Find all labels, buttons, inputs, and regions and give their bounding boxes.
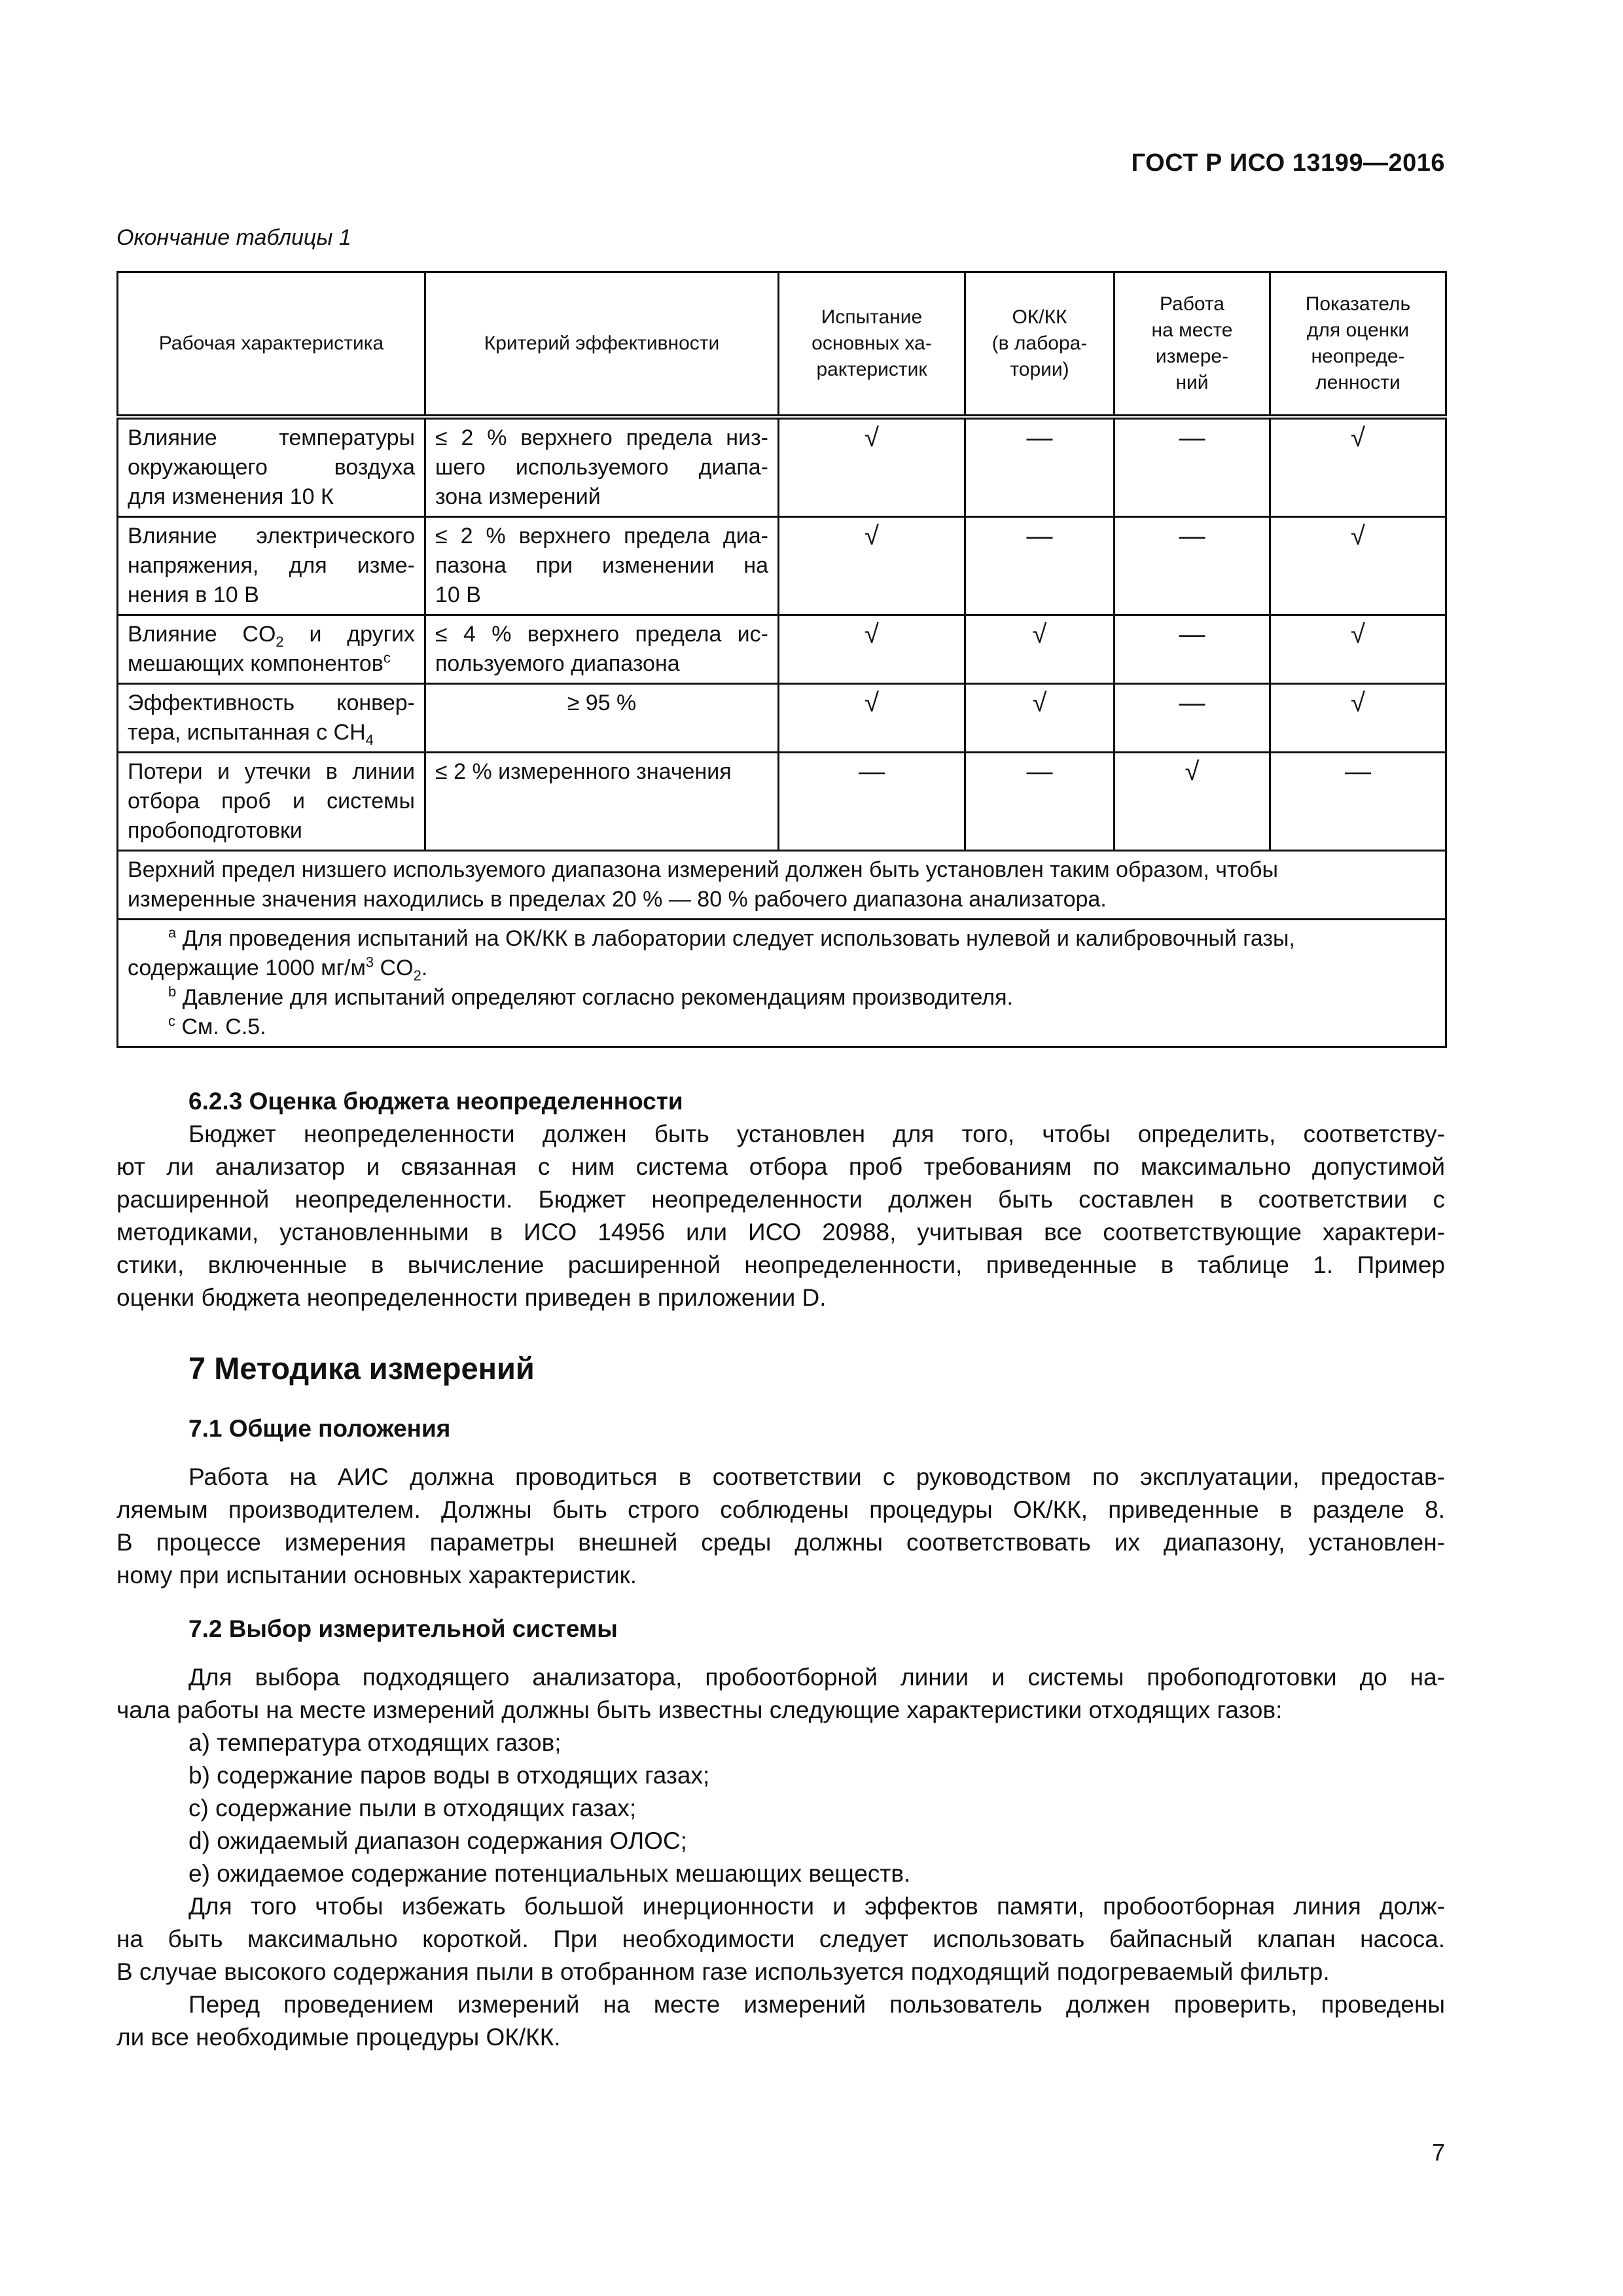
table-row — [118, 753, 1446, 851]
footnote-b: $^b$ Давление для испытаний определяют согласно рекомендациям производителя. — [168, 983, 1013, 1010]
mark-cell: — — [779, 753, 965, 851]
header-characteristic: Рабочая характеристика — [118, 272, 425, 418]
section-heading: 7.2 Выбор измерительной системы — [188, 1615, 618, 1642]
table-header-row — [118, 272, 1446, 418]
header-qa-lab: ОК/КК (в лабора- тории) — [965, 272, 1115, 418]
table-caption: Окончание таблицы 1 — [116, 225, 351, 250]
characteristic-cell: Влияние $CO_2$ и других мешающих компонентов$^c$ — [118, 615, 425, 684]
mark-cell: √ — [1115, 753, 1270, 851]
header-onsite: Работа на месте измере- ний — [1115, 272, 1270, 418]
table-row — [118, 517, 1446, 615]
criterion-cell: ≥ 95 % — [425, 684, 779, 753]
page-number: 7 — [1431, 2139, 1445, 2166]
section-7 — [116, 1352, 1445, 1385]
header-criterion: Критерий эффективности — [425, 272, 779, 418]
mark-cell: — — [1115, 517, 1270, 615]
table-row — [118, 684, 1446, 753]
criterion-cell: ≤ 2 % верхнего предела низ- шего используемого диапа- зона измерений — [425, 417, 779, 517]
characteristic-cell: Потери и утечки в линии отбора проб и системы пробоподготовки — [118, 753, 425, 851]
table-footnotes — [118, 920, 1446, 1047]
table-row — [118, 615, 1446, 684]
mark-cell: √ — [779, 684, 965, 753]
header-uncertainty: Показатель для оценки неопреде- ленности — [1270, 272, 1446, 418]
section-heading: 7.1 Общие положения — [188, 1415, 451, 1442]
table-row — [118, 417, 1446, 517]
mark-cell: √ — [1270, 517, 1446, 615]
footnote-a: $^a$ Для проведения испытаний на ОК/КК в лаборатории следует использовать нулевой и калибровочный газы, — [168, 924, 1295, 951]
table-footnotes-row — [118, 920, 1446, 1047]
mark-cell: √ — [1270, 417, 1446, 517]
mark-cell: √ — [779, 517, 965, 615]
mark-cell: — — [965, 753, 1115, 851]
table-note: Верхний предел низшего используемого диапазона измерений должен быть установлен таким образом, чтобы измеренные значения находились в пределах 20 % — 80 % рабочего диапазона анализатора. — [118, 851, 1446, 920]
section-7-2 — [116, 1613, 1445, 2054]
mark-cell: — — [965, 517, 1115, 615]
footnote-c: $^c$ См. С.5. — [168, 1013, 266, 1039]
list-item: a) температура отходящих газов; — [188, 1729, 562, 1756]
mark-cell: √ — [965, 615, 1115, 684]
section-paragraph: Перед проведением измерений на месте измерений пользователь должен проверить, проведены ли все необходимые процедуры ОК/КК. — [116, 1991, 1445, 2051]
mark-cell: — — [1115, 684, 1270, 753]
document-code: ГОСТ Р ИСО 13199—2016 — [1131, 149, 1445, 177]
header-basic-test: Испытание основных ха- рактеристик — [779, 272, 965, 418]
list-item: c) содержание пыли в отходящих газах; — [188, 1795, 637, 1821]
mark-cell: √ — [1270, 684, 1446, 753]
section-6-2-3 — [116, 1085, 1445, 1314]
section-paragraph: Бюджет неопределенности должен быть установлен для того, чтобы определить, соответству- ют ли анализатор и связанная с ним система отбора проб требованиям по максимально допустимой расширенной неопределенности. Бюджет неопределенности должен быть составлен в соответствии с методиками, установленными в ИСО 14956 или ИСО 20988, учитывая все соответствующие характери- стики, включенные в вычисление расширенной неопределенности, приведенные в таблице 1. Пример оценки бюджета неопределенности приведен в приложении D. — [116, 1121, 1445, 1311]
criterion-cell: ≤ 4 % верхнего предела ис- пользуемого диапазона — [425, 615, 779, 684]
characteristic-cell: Влияние температуры окружающего воздуха для изменения 10 К — [118, 417, 425, 517]
performance-table — [116, 271, 1447, 1048]
criterion-cell: ≤ 2 % измеренного значения — [425, 753, 779, 851]
section-paragraph: Для того чтобы избежать большой инерционности и эффектов памяти, пробоотборная линия долж- на быть максимально короткой. При необходимости следует использовать байпасный клапан насоса. В случае высокого содержания пыли в отобранном газе используется подходящий подогреваемый фильтр. — [116, 1893, 1445, 1985]
list-item: e) ожидаемое содержание потенциальных мешающих веществ. — [188, 1860, 911, 1887]
criterion-cell: ≤ 2 % верхнего предела диа- пазона при изменении на 10 В — [425, 517, 779, 615]
table-note-row — [118, 851, 1446, 920]
mark-cell: — — [1115, 417, 1270, 517]
mark-cell: — — [1270, 753, 1446, 851]
section-heading: 6.2.3 Оценка бюджета неопределенности — [188, 1088, 683, 1115]
characteristic-cell: Влияние электрического напряжения, для изме- нения в 10 В — [118, 517, 425, 615]
characteristic-cell: Эффективность конвер- тера, испытанная с $CH_4$ — [118, 684, 425, 753]
chapter-heading: 7 Методика измерений — [188, 1351, 535, 1386]
section-paragraph: Работа на АИС должна проводиться в соответствии с руководством по эксплуатации, предостав- ляемым производителем. Должны быть строго соблюдены процедуры ОК/КК, приведенные в разделе 8. В процессе измерения параметры внешней среды должны соответствовать их диапазону, установлен- ному при испытании основных характеристик. — [116, 1463, 1445, 1588]
list-item: d) ожидаемый диапазон содержания ОЛОС; — [188, 1827, 687, 1854]
mark-cell: √ — [779, 615, 965, 684]
list-item: b) содержание паров воды в отходящих газах; — [188, 1762, 710, 1789]
characteristics-list — [116, 1727, 1445, 1890]
footnote-a-continued: содержащие 1000 $мг/м^3$ $CO_2$. — [128, 954, 428, 984]
mark-cell: — — [965, 417, 1115, 517]
mark-cell: √ — [779, 417, 965, 517]
mark-cell: — — [1115, 615, 1270, 684]
section-7-1 — [116, 1412, 1445, 1592]
mark-cell: √ — [1270, 615, 1446, 684]
mark-cell: √ — [965, 684, 1115, 753]
section-paragraph: Для выбора подходящего анализатора, пробоотборной линии и системы пробоподготовки до на- чала работы на месте измерений должны быть известны следующие характеристики отходящих газов: — [116, 1664, 1445, 1723]
